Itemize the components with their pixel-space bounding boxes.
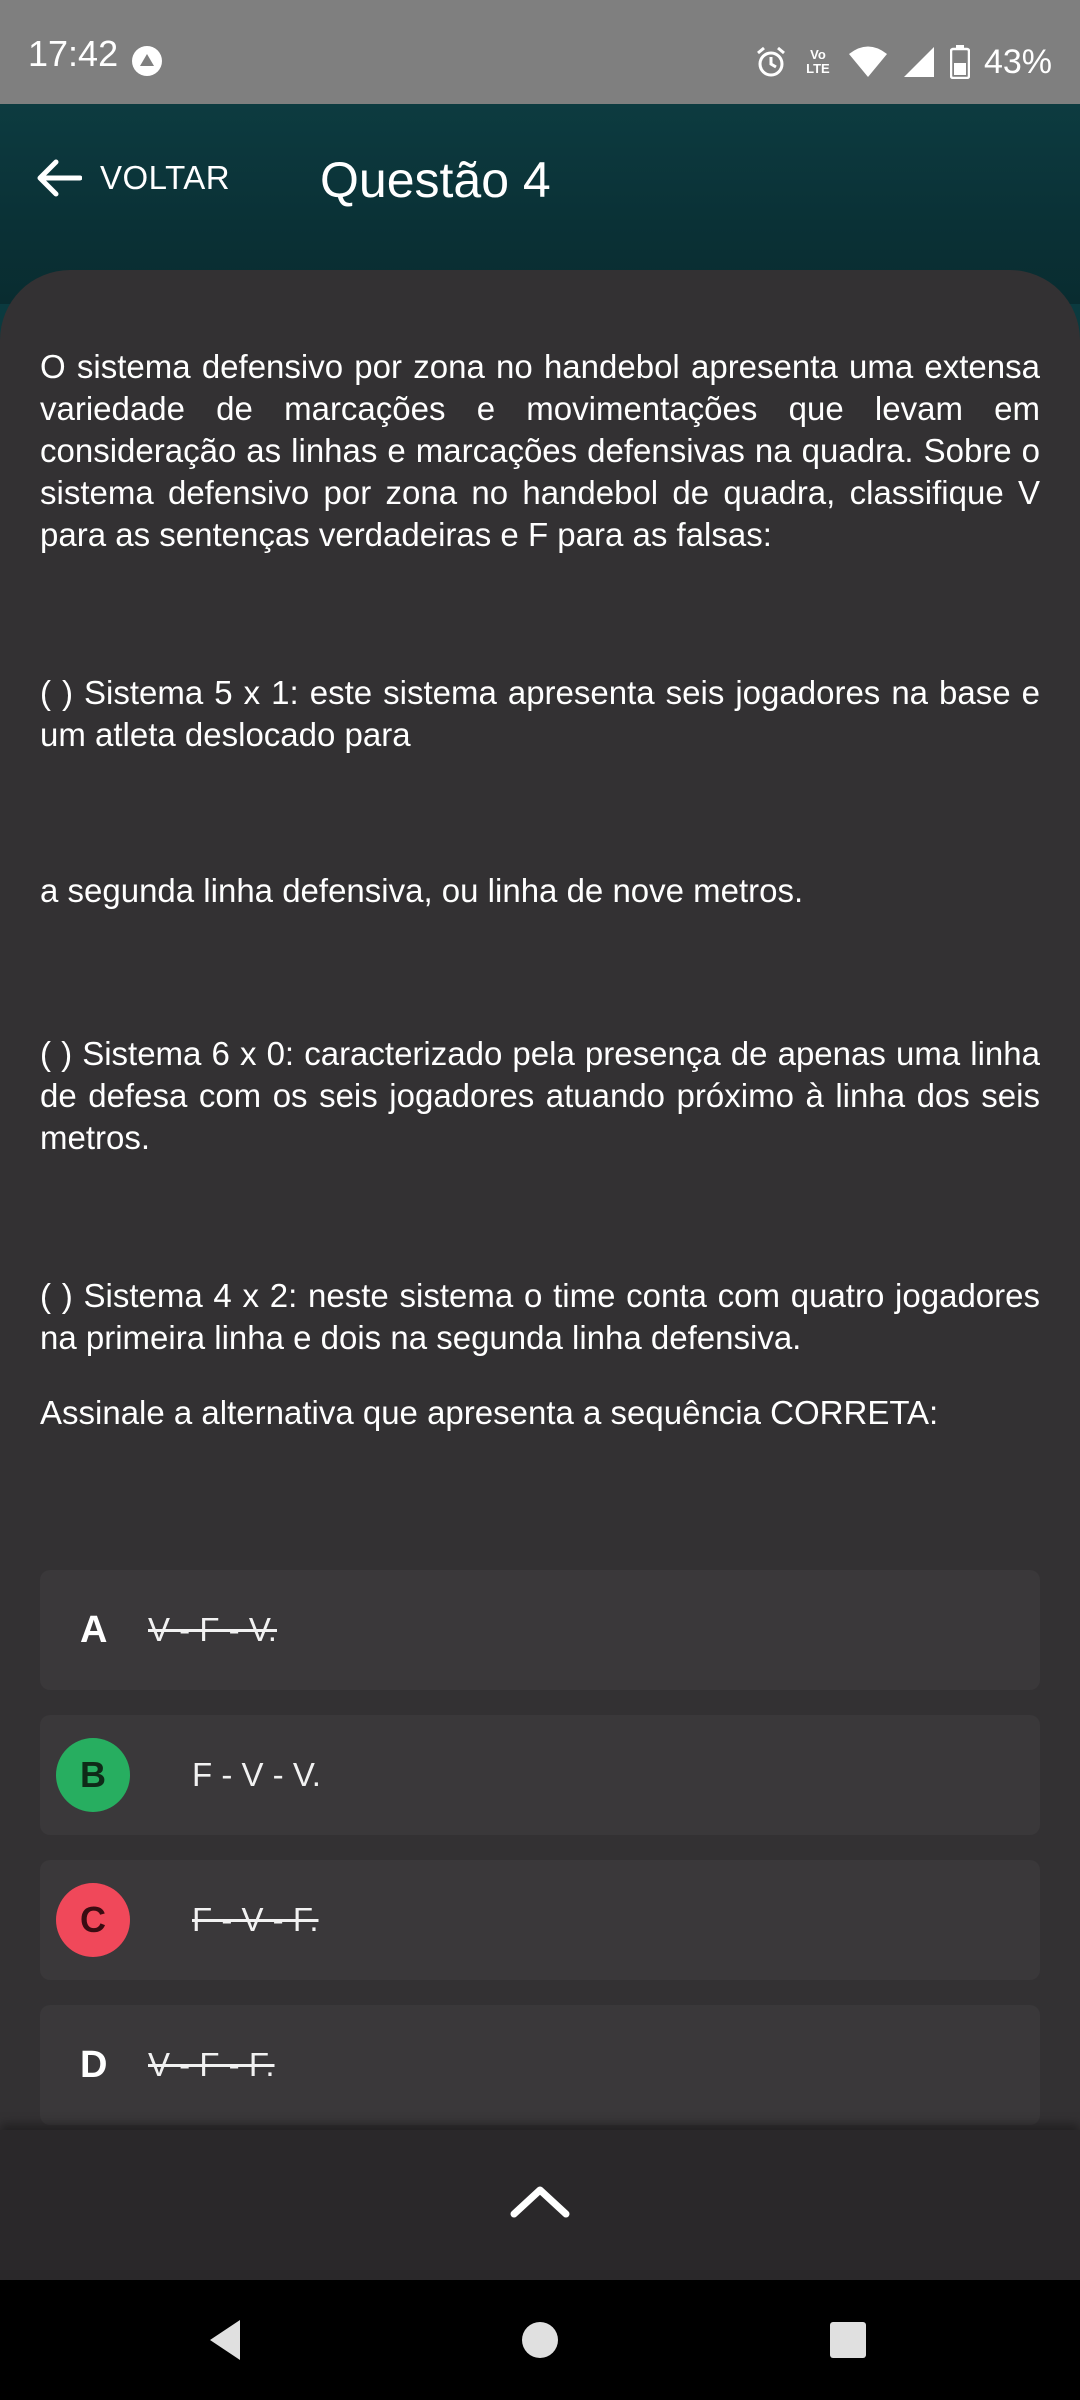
question-prompt: Assinale a alternativa que apresenta a sequência CORRETA: [40,1394,939,1431]
battery-icon [950,45,970,79]
page-title: Questão 4 [320,152,551,208]
option-text: V - F - F. [148,2046,275,2083]
question-panel [0,270,1080,2130]
signal-icon [902,45,936,79]
system-nav-bar [0,2280,1080,2400]
option-b[interactable] [40,1715,1040,1835]
option-correct-badge: B [56,1738,130,1812]
nav-recents-icon[interactable] [818,2310,878,2370]
option-text: F - V - V. [192,1756,321,1793]
nav-home-icon[interactable] [510,2310,570,2370]
option-d[interactable] [40,2005,1040,2125]
battery-percent: 43% [983,43,1052,81]
question-item-3: ( ) Sistema 4 x 2: neste sistema o time conta com quatro jogadores na primeira linha e dois na segunda linha defensiva. [40,1277,1040,1356]
option-text: F - V - F. [192,1901,319,1938]
option-letter: A [80,1609,108,1651]
bottom-sheet-bar [0,2130,1080,2280]
question-item-1: ( ) Sistema 5 x 1: este sistema apresenta seis jogadores na base e um atleta deslocado para [40,674,1040,753]
option-a[interactable] [40,1570,1040,1690]
option-c[interactable] [40,1860,1040,1980]
back-label: VOLTAR [100,159,231,196]
question-statement: O sistema defensivo por zona no handebol apresenta uma extensa variedade de marcações e movimentações que levam em consideração as linhas e marcações defensivas na quadra. Sobre o sistema defensivo por zona no handebol de quadra, classifique V para as sentenças verdadeiras e F para as falsas: [40,348,1040,553]
status-icons [754,42,1052,82]
chevron-up-icon[interactable] [500,2170,580,2230]
question-item-2: ( ) Sistema 6 x 0: caracterizado pela presença de apenas uma linha de defesa com os seis jogadores atuando próximo à linha dos seis metros. [40,1035,1040,1156]
data-saver-icon [130,44,164,78]
option-text: V - F - V. [148,1611,277,1648]
option-wrong-badge: C [56,1883,130,1957]
back-button[interactable] [36,148,230,208]
arrow-left-icon [36,158,82,198]
question-item-1-continued: a segunda linha defensiva, ou linha de nove metros. [40,872,804,909]
volte-icon: Vo LTE [806,47,830,76]
nav-back-icon[interactable] [196,2310,256,2370]
alarm-icon [754,45,788,79]
wifi-icon [848,45,888,79]
option-letter: D [80,2044,108,2086]
status-time: 17:42 [28,33,119,74]
status-bar [0,0,1080,104]
